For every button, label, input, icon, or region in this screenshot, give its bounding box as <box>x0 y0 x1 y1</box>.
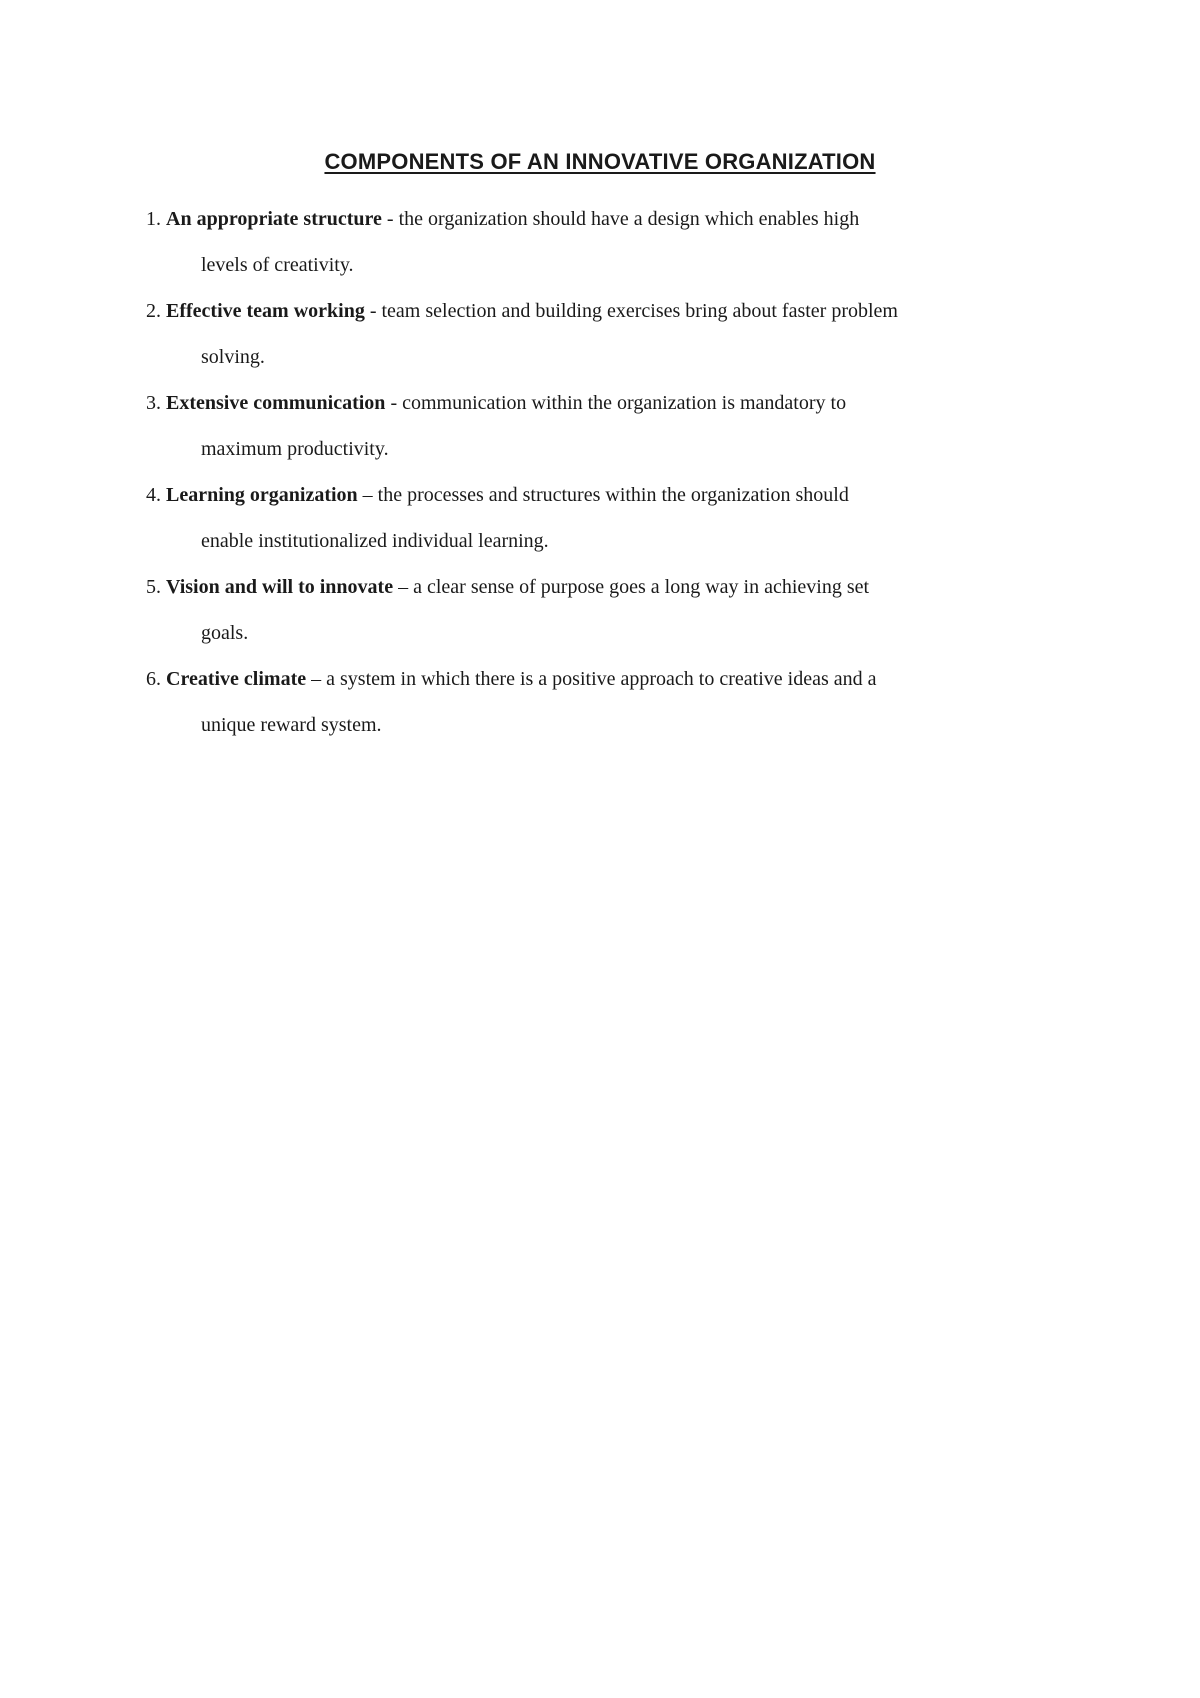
list-item-first-line <box>146 472 1076 518</box>
list-item-continuation: levels of creativity. <box>201 254 354 276</box>
components-list <box>146 196 1076 748</box>
list-item-description: - team selection and building exercises bring about faster problem <box>364 300 898 322</box>
list-item-continuation: solving. <box>201 346 265 368</box>
list-item <box>146 288 1076 380</box>
list-item-number: 1. <box>146 208 161 230</box>
list-item-continuation: unique reward system. <box>201 714 382 736</box>
list-item <box>146 472 1076 564</box>
list-item-continuation: maximum productivity. <box>201 438 389 460</box>
list-item-first-line <box>146 196 1076 242</box>
list-item-term: An appropriate structure <box>166 208 382 230</box>
list-item-continuation: goals. <box>201 622 249 644</box>
list-item-first-line <box>146 288 1076 334</box>
list-item-number: 6. <box>146 668 161 690</box>
list-item-number: 2. <box>146 300 161 322</box>
list-item-description: - communication within the organization is mandatory to <box>385 392 847 414</box>
list-item <box>146 564 1076 656</box>
list-item-first-line <box>146 564 1076 610</box>
list-item-first-line <box>146 656 1076 702</box>
document-title-text: COMPONENTS OF AN INNOVATIVE ORGANIZATION <box>324 149 876 174</box>
list-item-term: Effective team working <box>166 300 365 322</box>
list-item-number: 5. <box>146 576 161 598</box>
list-item-description: – the processes and structures within the organization should <box>357 484 849 506</box>
document-title <box>0 147 1200 177</box>
list-item <box>146 196 1076 288</box>
list-item-number: 4. <box>146 484 161 506</box>
list-item-continuation: enable institutionalized individual learning. <box>201 530 549 552</box>
list-item-description: – a system in which there is a positive approach to creative ideas and a <box>306 668 877 690</box>
list-item-term: Learning organization <box>166 484 358 506</box>
list-item <box>146 656 1076 748</box>
list-item-description: – a clear sense of purpose goes a long way in achieving set <box>393 576 870 598</box>
list-item <box>146 380 1076 472</box>
list-item-description: - the organization should have a design which enables high <box>381 208 860 230</box>
list-item-first-line <box>146 380 1076 426</box>
list-item-term: Vision and will to innovate <box>166 576 394 598</box>
list-item-number: 3. <box>146 392 161 414</box>
list-item-term: Extensive communication <box>166 392 386 414</box>
list-item-term: Creative climate <box>166 668 307 690</box>
